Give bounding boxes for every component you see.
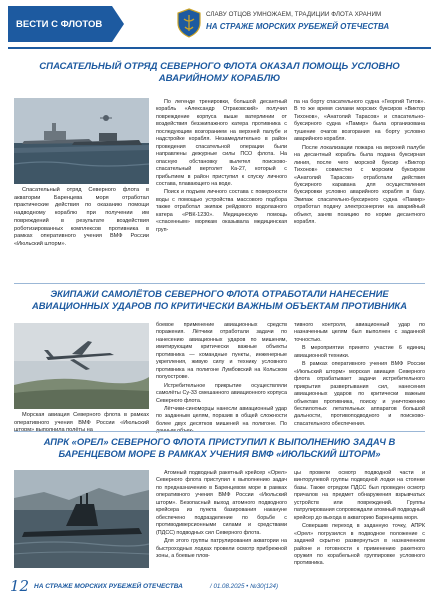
article1-column-3 (294, 99, 425, 228)
page-header (0, 0, 439, 50)
article3-headline: АПРК «ОРЕЛ» СЕВЕРНОГО ФЛОТА ПРИСТУПИЛ К ВЫПОЛНЕНИЮ ЗАДАЧ В БАРЕНЦЕВОМ МОРЕ В РАМКАХ УЧЕНИЯ ВМФ «ИЮЛЬСКИЙ ШТОРМ» (43, 436, 396, 459)
paragraph: По легенде тренировки, большой десантный корабль «Александр Отраковский» получил повреждение корпуса выше ватерлинии от воздействия безэкипажного катера противника с последующим возгоранием на верхней палубе и надстройке корабля. Незамедлительно в район проведения спасательной операции были направлены дежурные силы ПСО флота. На опасную обстановку вылетел поисково-спасательный вертолет Ка-27, который с прибытием в район приступил к спуску личного состава, плавающего на воде. (156, 99, 287, 187)
section-tab (8, 6, 112, 42)
navy-emblem-icon (176, 8, 202, 38)
footer-paper-name: НА СТРАЖЕ МОРСКИХ РУБЕЖЕЙ ОТЕЧЕСТВА (34, 583, 183, 590)
divider (14, 283, 425, 284)
header-motto: СЛАВУ ОТЦОВ УМНОЖАЕМ, ТРАДИЦИИ ФЛОТА ХРАНИМ (206, 11, 382, 18)
page-number: 12 (10, 577, 30, 595)
article3-column-3 (294, 470, 425, 569)
divider (14, 431, 425, 432)
article1-headline: СПАСАТЕЛЬНЫЙ ОТРЯД СЕВЕРНОГО ФЛОТА ОКАЗАЛ ПОМОЩЬ УСЛОВНО АВАРИЙНОМУ КОРАБЛЮ (39, 61, 400, 84)
paragraph: па на борту спасательного судна «Георгий Титов». В то же время силами морских буксиров «Виктор Тихонов», «Анатолий Тарасов» и спасательно-буксирного судна «Памир» была организована тушение очагов возгорания на борту условно аварийного корабля. (294, 99, 425, 143)
article2-column-2 (156, 322, 287, 437)
paragraph: цы провели осмотр подводной части и винторулевой группы подводной лодки на стоянке базы. Также отрядом ПДСС был проведен осмотр причалов на предмет обнаружения взрывчатых устройств или повреждений. Группы патрулирования сопровождали атомный подводный крейсер до выхода в акваторию Баренцева моря. (294, 470, 425, 521)
paragraph: В мероприятии принято участие 6 единиц авиационной техники. (294, 345, 425, 359)
submarine-photo (14, 470, 149, 568)
paragraph: Атомный подводный ракетный крейсер «Орел» Северного флота приступил к выполнению задач по предназначению в Баренцевом море в рамках оперативного учения ВМФ России «Июльский шторм». Безопасный выход атомного подводного крейсера из пункта базирования накануне обеспечено подразделение по борьбе с противодиверсионными силами и средствами (ПДСС) подводных сил Северного флота. (156, 470, 287, 536)
article3-column-2 (156, 470, 287, 561)
footer-issue: / 01.08.2025 • №30(124) (210, 583, 279, 590)
paragraph: Для этого группы патрулирования акватории на быстроходных лодках провели осмотр прибрежной зоны, а боевые плов- (156, 538, 287, 559)
article1-caption: Спасательный отряд Северного флота в акватории Баренцева моря отработал практические действия по оказанию помощи надводному кораблю при получении им повреждений в результате воздействия роботизированных комплексов противника в рамках оперативного учения ВМФ России «Июльский шторм». (14, 187, 149, 248)
article2-headline: ЭКИПАЖИ САМОЛЁТОВ СЕВЕРНОГО ФЛОТА ОТРАБОТАЛИ НАНЕСЕНИЕ АВИАЦИОННЫХ УДАРОВ ПО КРИТИЧЕСКИ ВАЖНЫМ ОБЪЕКТАМ ПРОТИВНИКА (32, 288, 407, 311)
rescue-ship-photo (14, 98, 149, 184)
paragraph: Лётчики-синоморцы нанесли авиационный удар по заданным целям, поразив в общей сложности более двух десятков мишеней на полигоне. По (156, 405, 287, 427)
article2-column-3 (294, 322, 425, 429)
paragraph: В рамках оперативного учения ВМФ России «Июльский шторм» морская авиация Северного флота отрабатывает задачи истребительного прикрытия развертывания сил, нанесения авиационных ударов по критически важным объектам противника, поиску и уничтожению беспилотных летательных аппаратов большой дальности, противоподводного и поисково-спасательного обеспечения. (294, 361, 425, 427)
header-rule (8, 47, 431, 49)
header-paper-name: НА СТРАЖЕ МОРСКИХ РУБЕЖЕЙ ОТЕЧЕСТВА (206, 22, 390, 31)
article1-column-2 (156, 99, 287, 235)
article2-caption: Морская авиация Северного флота в рамках оперативного учения ВМФ России «Июльский (14, 412, 149, 426)
paragraph: тивного контроля, авиационный удар по назначенным целям был выполнен с заданной точностью. (294, 322, 425, 343)
paragraph: Совершив переход в заданную точку, АПРК «Орел» погрузился в подводное положение с задачей скрытно развернуться в назначенном районе и готовности к применению ракетного оружия по корабельной группировке условного противника. (294, 523, 425, 567)
paragraph: боевое применение авиационных средств поражения. Лётчики отработали задачи по нанесению авиационных ударов по мишеням, имитирующим критически важные объекты противника — командные пункты, инженерные укрепления, живую силу и технику условного противника на полигоне Лумбовский на Кольском полуострове. (156, 322, 287, 381)
paragraph: Истребительное прикрытие осуществляли самолёты Су-33 смешанного авиационного корпуса Северного флота. (156, 382, 287, 404)
paragraph: Поиск и подъем личного состава с поверхности воды с помощью устройства массового подбора также отработал экипаж рейдового водолазного катера «РВК-1230». Медицинскую помощь «спасенным» морякам оказывала медицинская груп- (156, 189, 287, 233)
paragraph: После локализации пожара на верхней палубе на десантный корабль была подана буксирная линия, после чего морской буксир «Виктор Тихонов» совместно с морским буксиром «Анатолий Тарасов» отработали действия буксирного каравана для осуществления буксировки условно аварийного корабля в базу. Экипаж спасательно-буксирного судна «Памир» отработал подачу электроэнергии на аварийный объект, заняв позицию по корме десантного корабля. (294, 144, 425, 226)
section-title: ВЕСТИ С ФЛОТОВ (16, 18, 103, 30)
aircraft-photo (14, 323, 149, 409)
